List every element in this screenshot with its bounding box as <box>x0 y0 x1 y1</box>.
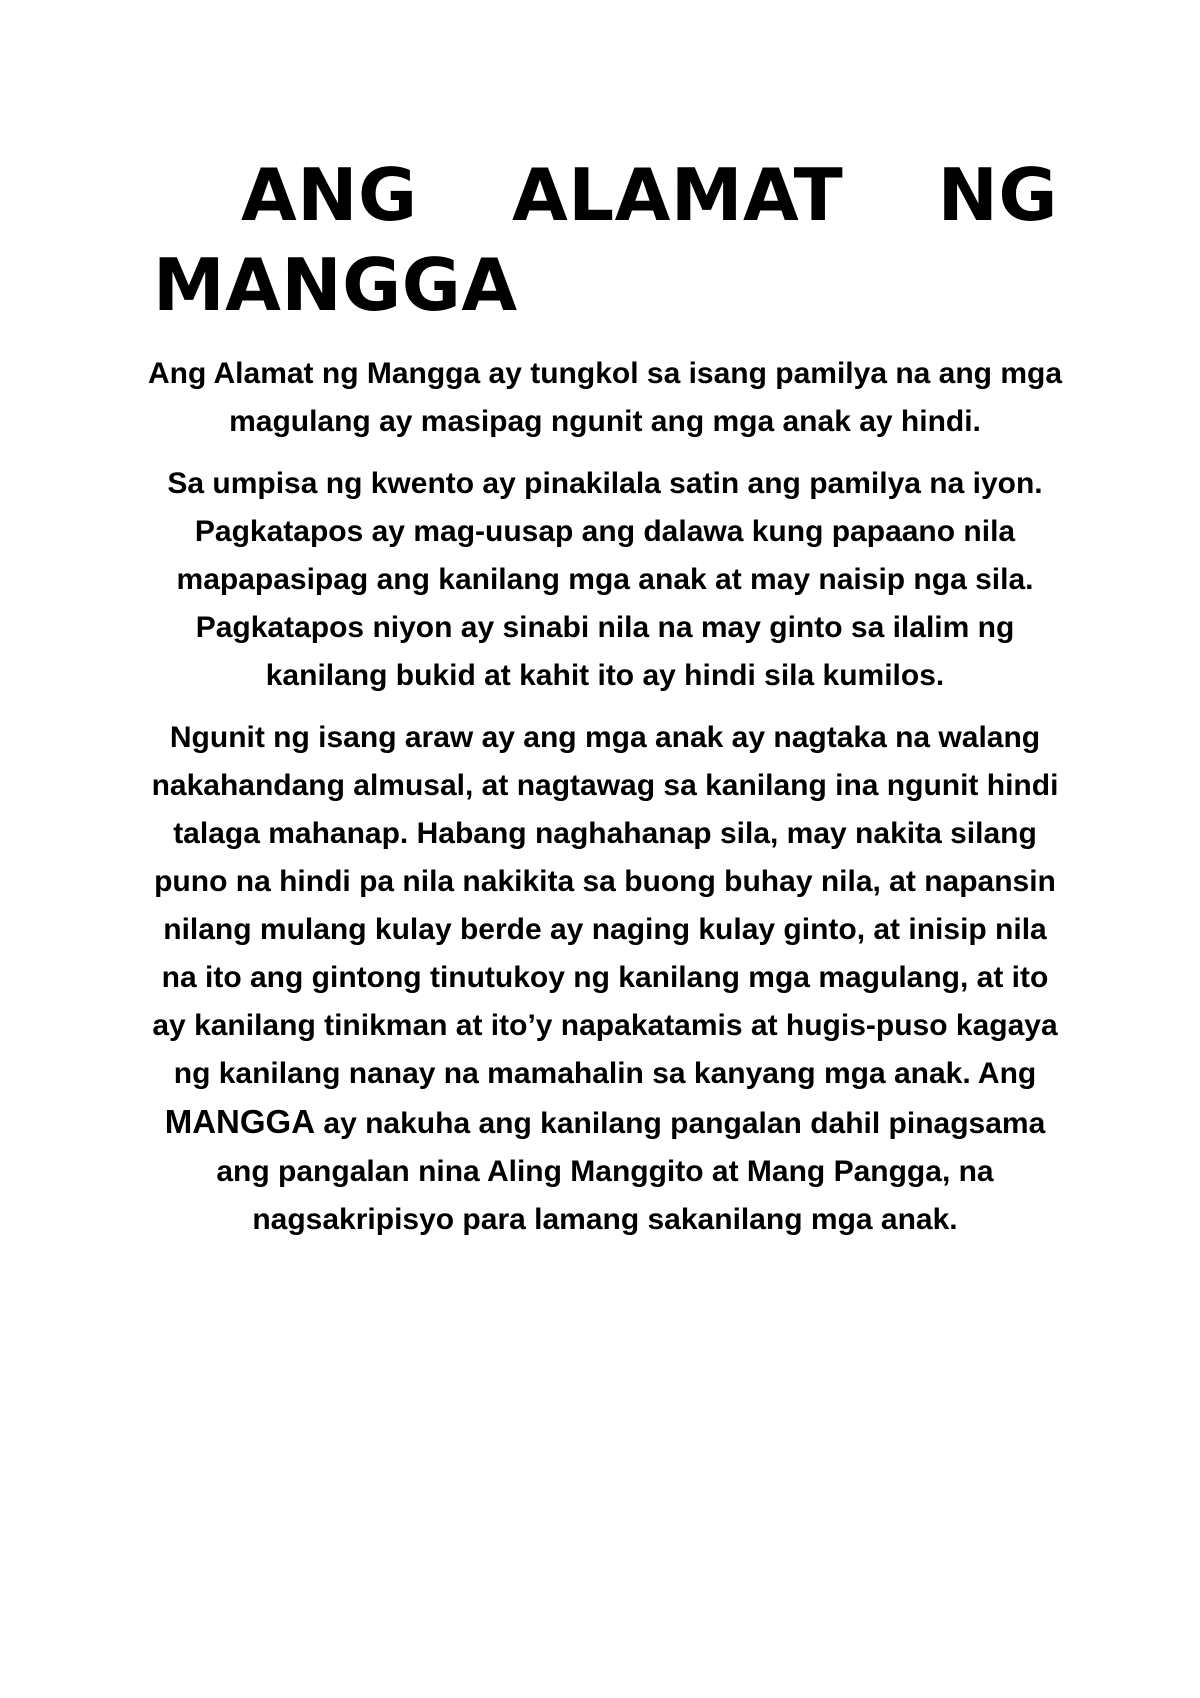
paragraph-text-before: Ngunit ng isang araw ay ang mga anak ay nagtaka na walang nakahandang almusal, at nagtawag sa kanilang ina ngunit hindi talaga mahanap. Habang naghahanap sila, may nakita silang puno na hindi pa nila nakikita sa buong buhay nila, at napansin nilang mulang kulay berde ay naging kulay ginto, at inisip nila na ito ang gintong tinutukoy ng kanilang mga magulang, at ito ay kanilang tinikman at ito’y napakatamis at hugis-puso kagaya ng kanilang nanay na mamahalin sa kanyang mga anak. Ang <box>151 721 1059 1090</box>
paragraph-intro: Ang Alamat ng Mangga ay tungkol sa isang pamilya na ang mga magulang ay masipag ngunit ang mga anak ay hindi. <box>147 357 1063 438</box>
paragraph-story-start: Sa umpisa ng kwento ay pinakilala satin ang pamilya na iyon. Pagkatapos ay mag-uusap ang dalawa kung papaano nila mapapasipag ang kanilang mga anak at may naisip nga sila. Pagkatapos niyon ay sinabi nila na may ginto sa ilalim ng kanilang bukid at kahit ito ay hindi sila kumilos. <box>167 467 1043 692</box>
document-body <box>145 350 1065 1258</box>
paragraph-text-after: ay nakuha ang kanilang pangalan dahil pinagsama ang pangalan nina Aling Manggito at Mang Pangga, na nagsakripisyo para lamang sakanilang mga anak. <box>216 1107 1046 1236</box>
emphasized-word: MANGGA <box>164 1103 316 1140</box>
paragraph-story-end <box>145 714 1065 1244</box>
document-title: ANG ALAMAT NG MANGGA <box>153 153 1058 327</box>
